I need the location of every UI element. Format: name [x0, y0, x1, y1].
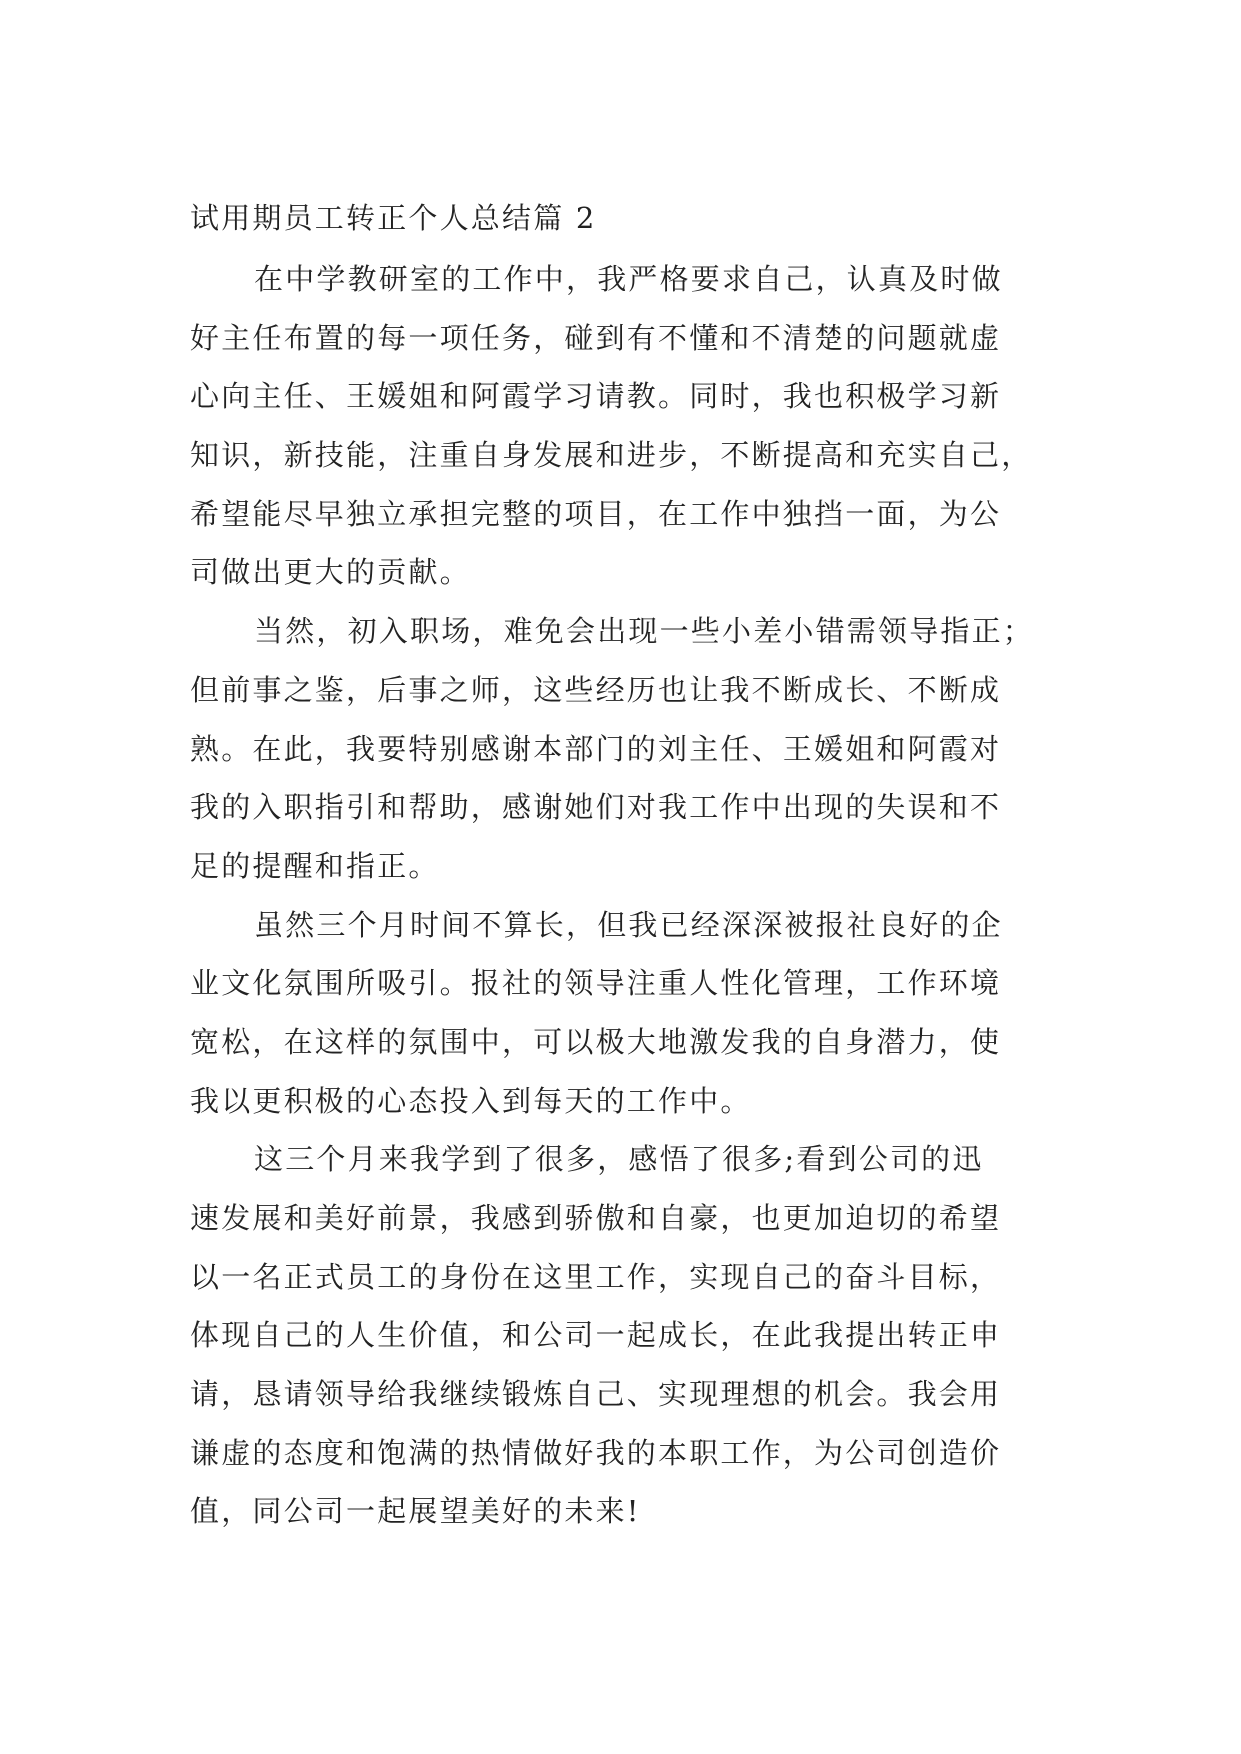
document-title: 试用期员工转正个人总结篇 2 [190, 201, 597, 235]
paragraph-line: 熟。在此，我要特别感谢本部门的刘主任、王媛姐和阿霞对 [190, 731, 1002, 766]
paragraph-line: 我以更积极的心态投入到每天的工作中。 [190, 1083, 752, 1118]
paragraph-line: 我的入职指引和帮助，感谢她们对我工作中出现的失误和不 [190, 790, 1002, 825]
paragraph-line: 谦虚的态度和饱满的热情做好我的本职工作，为公司创造价 [190, 1435, 1002, 1470]
paragraph-3 [190, 896, 1052, 1131]
paragraph-line: 宽松，在这样的氛围中，可以极大地激发我的自身潜力，使 [190, 1024, 1002, 1059]
paragraph-line: 心向主任、王媛姐和阿霞学习请教。同时，我也积极学习新 [190, 379, 1002, 414]
paragraph-line: 业文化氛围所吸引。报社的领导注重人性化管理，工作环境 [190, 966, 1002, 1001]
paragraph-line: 好主任布置的每一项任务，碰到有不懂和不清楚的问题就虚 [190, 320, 1002, 355]
paragraph-line: 这三个月来我学到了很多，感悟了很多;看到公司的迅 [254, 1142, 984, 1177]
paragraph-line: 希望能尽早独立承担完整的项目，在工作中独挡一面，为公 [190, 496, 1002, 531]
paragraph-line: 值，同公司一起展望美好的未来! [190, 1494, 641, 1529]
paragraph-line: 当然，初入职场，难免会出现一些小差小错需领导指正； [254, 614, 1035, 649]
paragraph-line: 在中学教研室的工作中，我严格要求自己，认真及时做 [254, 262, 1003, 296]
paragraph-line: 速发展和美好前景，我感到骄傲和自豪，也更加迫切的希望 [190, 1201, 1002, 1235]
paragraph-line: 但前事之鉴，后事之师，这些经历也让我不断成长、不断成 [190, 672, 1002, 707]
paragraph-1 [190, 250, 1052, 602]
paragraph-line: 足的提醒和指正。 [190, 848, 440, 883]
paragraph-line: 知识，新技能，注重自身发展和进步，不断提高和充实自己， [190, 438, 1033, 473]
paragraph-4 [190, 1130, 1052, 1541]
paragraph-2 [190, 602, 1052, 895]
paragraph-line: 体现自己的人生价值，和公司一起成长，在此我提出转正申 [190, 1318, 1002, 1353]
paragraph-line: 虽然三个月时间不算长，但我已经深深被报社良好的企 [254, 907, 1003, 942]
document-body [190, 188, 1052, 1541]
paragraph-line: 请，恳请领导给我继续锻炼自己、实现理想的机会。我会用 [190, 1377, 1002, 1412]
paragraph-line: 司做出更大的贡献。 [190, 555, 471, 590]
paragraph-line: 以一名正式员工的身份在这里工作，实现自己的奋斗目标， [190, 1259, 1002, 1294]
